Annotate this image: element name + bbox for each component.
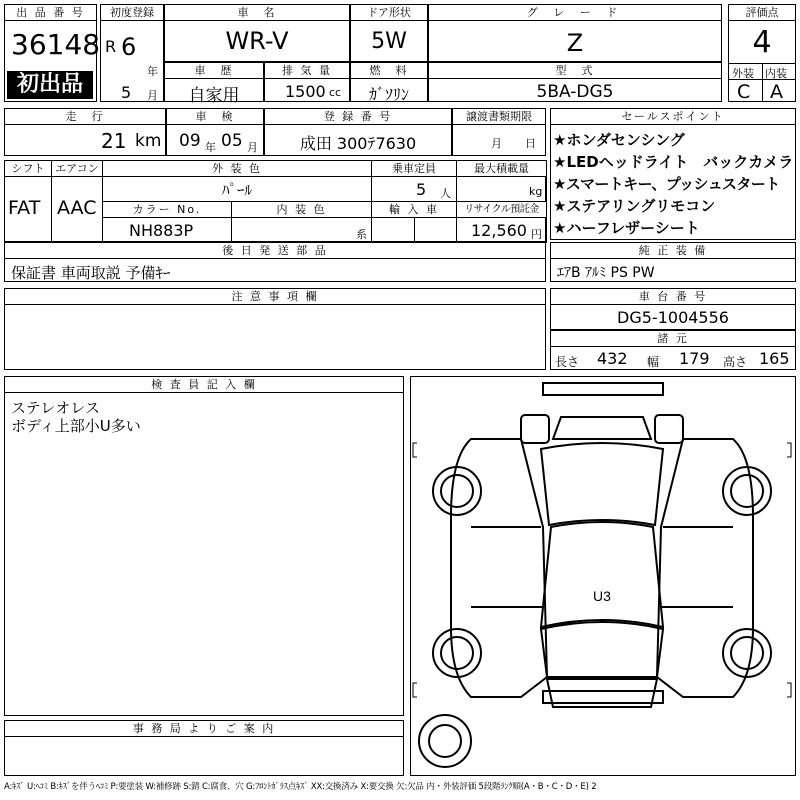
inspection-box bbox=[166, 108, 264, 156]
car-name-box bbox=[164, 4, 350, 62]
import-divider bbox=[414, 217, 415, 243]
grade-label: グ レ ー ド bbox=[429, 5, 721, 21]
color-no-label: カラー No. bbox=[103, 202, 231, 218]
recycle-label: リサイクル預託金 bbox=[457, 202, 546, 218]
score-box bbox=[728, 4, 796, 102]
first-listing-badge: 初出品 bbox=[7, 71, 93, 99]
fuel-value: ｶﾞｿﾘﾝ bbox=[368, 85, 409, 104]
recycle-value: 12,560 bbox=[471, 221, 527, 240]
transfer-day-unit: 日 bbox=[525, 137, 536, 150]
history-box bbox=[164, 62, 264, 106]
import-cell bbox=[371, 201, 457, 243]
ac-label: エアコン bbox=[52, 161, 102, 177]
reg-no-value: 成田 300ﾃ7630 bbox=[299, 134, 417, 153]
reg-no-label: 登 録 番 号 bbox=[265, 109, 451, 125]
int-color-cell bbox=[231, 201, 372, 243]
score-value: 4 bbox=[752, 25, 772, 60]
ac-cell bbox=[51, 160, 103, 242]
shift-label: シフト bbox=[5, 161, 51, 177]
inspection-year-unit: 年 bbox=[205, 141, 216, 154]
dims-len-value: 432 bbox=[597, 349, 628, 368]
later-parts-value: 保証書 車両取説 予備ｷｰ bbox=[11, 264, 171, 282]
ext-score: C bbox=[737, 81, 751, 103]
first-reg-year-unit: 年 bbox=[147, 65, 158, 78]
dims-box bbox=[550, 330, 796, 370]
model-value: 5BA-DG5 bbox=[536, 82, 614, 102]
first-reg-label: 初度登録 bbox=[101, 5, 163, 21]
capacity-label: 乗車定員 bbox=[372, 161, 456, 177]
chassis-value: DG5-1004556 bbox=[617, 308, 729, 327]
door-value: 5W bbox=[371, 29, 407, 54]
transfer-label: 譲渡書類期限 bbox=[453, 109, 545, 125]
office-label: 事 務 局 よ り ご 案 内 bbox=[5, 721, 403, 737]
recycle-unit: 円 bbox=[531, 228, 542, 241]
int-color-label: 内 装 色 bbox=[232, 202, 371, 218]
transfer-month-unit: 月 bbox=[491, 137, 502, 150]
color-no-cell bbox=[102, 201, 232, 243]
grade-value: Z bbox=[566, 29, 584, 57]
equipment-value: ｴｱB ｱﾙﾐ PS PW bbox=[557, 265, 655, 281]
dims-hei-label: 高さ bbox=[723, 355, 748, 369]
shift-cell bbox=[4, 160, 52, 242]
car-diagram bbox=[410, 376, 796, 776]
mileage-box bbox=[4, 108, 166, 156]
color-no-value: NH883P bbox=[129, 221, 194, 240]
chassis-label: 車 台 番 号 bbox=[551, 289, 795, 305]
dims-wid-value: 179 bbox=[679, 349, 710, 368]
shift-value: FAT bbox=[8, 197, 41, 219]
inspection-year: 09 bbox=[179, 131, 201, 151]
spec-grid bbox=[4, 160, 546, 242]
transfer-box bbox=[452, 108, 546, 156]
import-label: 輸 入 車 bbox=[372, 202, 456, 218]
lot-label: 出 品 番 号 bbox=[5, 5, 96, 21]
sales-point-item: ★ホンダセンシング bbox=[553, 131, 685, 149]
legend-text: A:ｷｽﾞ U:ﾍｺﾐ B:ｷｽﾞを伴うﾍｺﾐ P:要塗装 W:補修跡 S:錆 C:腐食、穴 G:ﾌﾛﾝﾄｶﾞﾗｽ点ｷｽﾞ XX:交換済み X:要交換 欠:欠品 内・外装評価 5段階ﾗﾝｸ順(A・B・C・D・E) 2 bbox=[4, 782, 597, 792]
chassis-box bbox=[550, 288, 796, 330]
ext-label: 外装 bbox=[732, 67, 754, 80]
ext-color-label: 外 装 色 bbox=[103, 161, 371, 177]
model-label: 型 式 bbox=[429, 63, 721, 79]
inspector-box bbox=[4, 376, 404, 716]
first-reg-box bbox=[100, 4, 164, 102]
equipment-label: 純 正 装 備 bbox=[551, 243, 795, 259]
mileage-unit: km bbox=[135, 131, 162, 151]
later-parts-label: 後 日 発 送 部 品 bbox=[5, 243, 545, 259]
mileage-value: 21 bbox=[101, 129, 127, 153]
inspector-label: 検 査 員 記 入 欄 bbox=[5, 377, 403, 393]
history-value: 自家用 bbox=[188, 86, 240, 106]
first-reg-era: R bbox=[105, 37, 117, 56]
ext-color-value: ﾊﾟｰﾙ bbox=[221, 181, 252, 199]
capacity-unit: 人 bbox=[440, 187, 451, 200]
max-load-label: 最大積載量 bbox=[457, 161, 546, 177]
history-label: 車 歴 bbox=[165, 63, 263, 79]
capacity-value: 5 bbox=[416, 180, 427, 199]
inspector-line: ボディ上部小U多い bbox=[11, 417, 141, 435]
car-diagram-svg bbox=[411, 377, 794, 774]
int-score: A bbox=[770, 81, 783, 103]
displacement-box bbox=[264, 62, 350, 102]
sales-point-item: ★スマートキー、プッシュスタート bbox=[553, 175, 780, 193]
notes-label: 注 意 事 項 欄 bbox=[5, 289, 545, 305]
int-color-unit: 系 bbox=[356, 228, 367, 241]
diagram-mark: U3 bbox=[593, 588, 611, 604]
notes-box bbox=[4, 288, 546, 370]
sales-point-item: ★LEDヘッドライト バックカメラ bbox=[553, 153, 794, 171]
door-box bbox=[350, 4, 428, 62]
mileage-label: 走 行 bbox=[5, 109, 165, 125]
ext-color-cell bbox=[102, 160, 372, 202]
max-load-cell bbox=[456, 160, 547, 202]
lot-box bbox=[4, 4, 101, 102]
inspection-month: 05 bbox=[221, 131, 243, 151]
inspection-month-unit: 月 bbox=[247, 141, 258, 154]
dims-hei-value: 165 bbox=[759, 349, 790, 368]
fuel-label: 燃 料 bbox=[351, 63, 427, 79]
dims-len-label: 長さ bbox=[555, 355, 580, 369]
door-label: ドア形状 bbox=[351, 5, 427, 21]
first-reg-year: 6 bbox=[121, 33, 137, 61]
dims-wid-label: 幅 bbox=[647, 355, 660, 369]
displacement-value: 1500 bbox=[285, 82, 326, 101]
inspector-line: ステレオレス bbox=[11, 399, 100, 417]
sales-points-label: セールスポイント bbox=[551, 109, 795, 125]
later-parts-box bbox=[4, 242, 546, 282]
first-reg-month-unit: 月 bbox=[147, 89, 158, 102]
displacement-label: 排 気 量 bbox=[265, 63, 349, 79]
car-name-value: WR-V bbox=[225, 27, 289, 55]
max-load-unit: kg bbox=[529, 185, 543, 198]
sales-point-item: ★ステアリングリモコン bbox=[553, 197, 716, 215]
recycle-cell bbox=[456, 201, 547, 243]
lot-number: 36148 bbox=[11, 28, 101, 61]
equipment-box bbox=[550, 242, 796, 282]
ac-value: AAC bbox=[57, 197, 97, 219]
score-divider bbox=[762, 63, 763, 101]
fuel-box bbox=[350, 62, 428, 102]
sales-points-box bbox=[550, 108, 796, 240]
score-label: 評価点 bbox=[729, 5, 795, 21]
model-box bbox=[428, 62, 722, 102]
sales-point-item: ★ハーフレザーシート bbox=[553, 219, 700, 237]
int-label: 内装 bbox=[765, 67, 787, 80]
displacement-unit: cc bbox=[329, 86, 342, 99]
dims-label: 諸 元 bbox=[551, 331, 795, 347]
capacity-cell bbox=[371, 160, 457, 202]
inspection-label: 車 検 bbox=[167, 109, 263, 125]
first-reg-month: 5 bbox=[121, 83, 132, 102]
car-name-label: 車 名 bbox=[165, 5, 349, 21]
office-box bbox=[4, 720, 404, 776]
reg-no-box bbox=[264, 108, 452, 156]
grade-box bbox=[428, 4, 722, 62]
